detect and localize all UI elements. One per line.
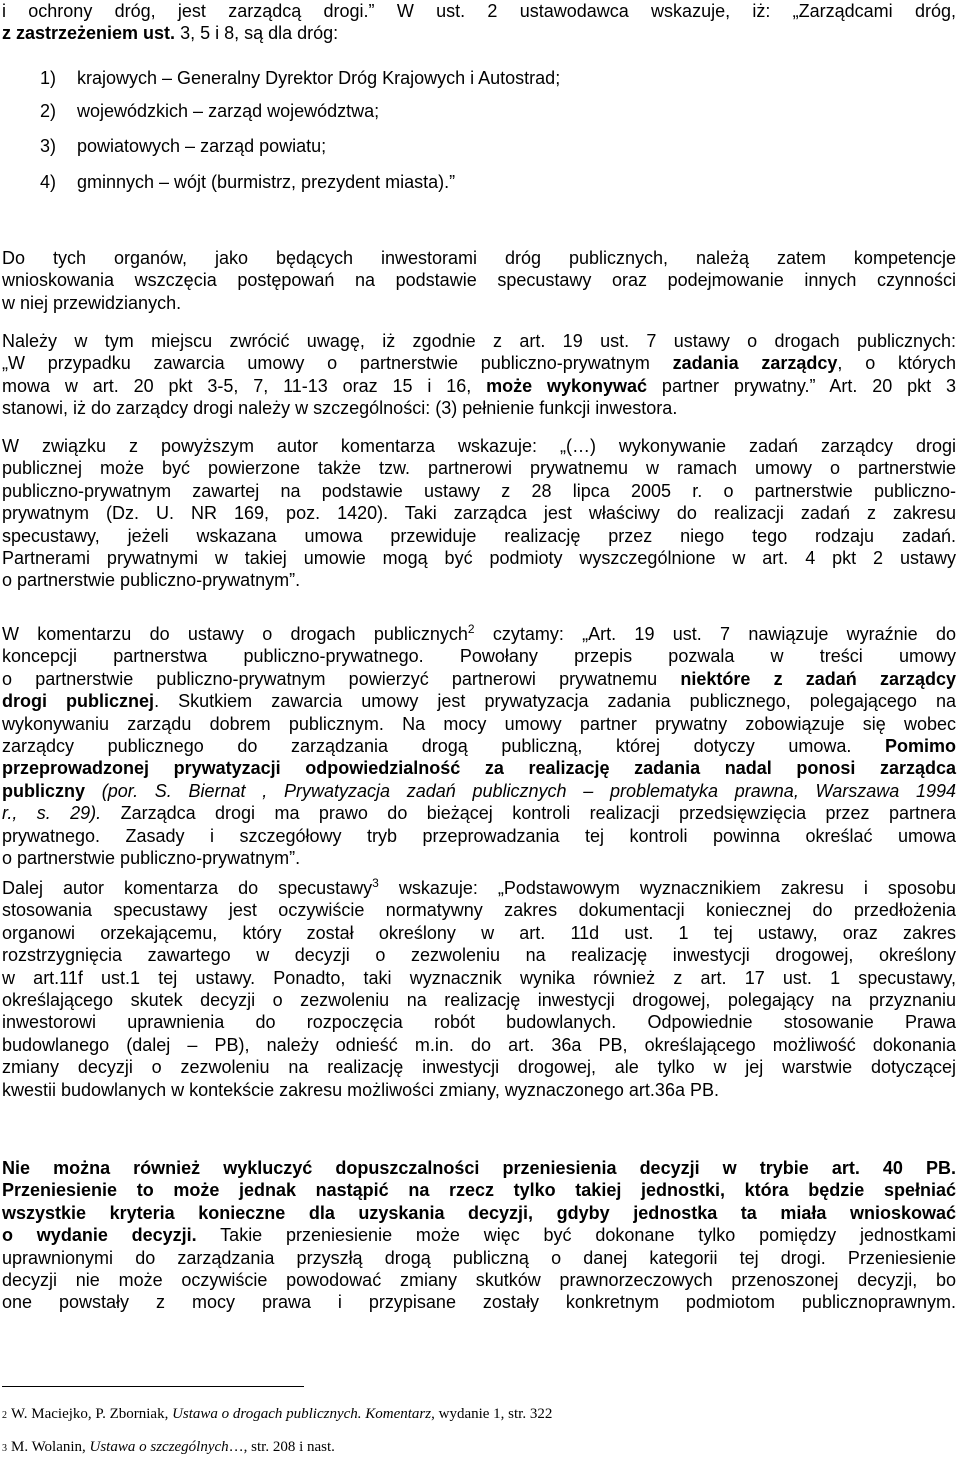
text-line: decyzji nie może oczywiście powodować zmiany skutków prawnorzeczowych przenoszonej decyzji, bo (2, 1270, 956, 1291)
text-line (2, 1157, 956, 1179)
text-line: zmiany decyzji o zezwoleniu na realizację inwestycji drogowej, ale tylko w jej warstwie dotyczącej (2, 1057, 956, 1078)
text-line: o partnerstwie publiczno-prywatnym”. (2, 848, 301, 869)
text-run: zarządcy publicznego do zarządzania drogą publiczną, której dotyczy umowa. (2, 736, 885, 757)
bold-text: niektóre z zadań zarządcy (680, 668, 956, 689)
text-line: prywatnego. Zasady i szczegółowy tryb przeprowadzania tej kontroli powinna określać umowa (2, 825, 956, 846)
bold-text: Nie można również wykluczyć dopuszczalności przeniesienia decyzji w trybie art. 40 PB. (2, 1158, 956, 1178)
footnote (2, 1405, 552, 1423)
bold-text: publiczny (2, 780, 86, 801)
footnote-text: M. Wolanin, (11, 1439, 90, 1455)
text-line (2, 352, 956, 374)
text-line: i ochrony dróg, jest zarządcą drogi.” W ust. 2 ustawodawca wskazuje, iż: „Zarządcami dróg, (2, 1, 956, 21)
text-line: kwestii budowlanych w kontekście zakresu możliwości zmiany, wyznaczonego art.36a PB. (2, 1079, 719, 1100)
footnote (2, 1438, 335, 1456)
text-line (2, 690, 956, 712)
footnote-number: 3 (2, 1443, 7, 1454)
text-run: wskazuje: „Podstawowym wyznacznikiem zakresu i sposobu (378, 878, 956, 898)
text-line: określającego skutek decyzji o zezwoleniu na realizację inwestycji drogowej, polegający na przyznaniu (2, 990, 956, 1011)
text-run: „W przypadku zawarcia umowy o partnerstwie publiczno-prywatnym (2, 353, 673, 374)
bold-text: Przeniesienie to może jednak nastąpić na rzecz tylko takiej jednostki, która będzie spełniać (2, 1180, 956, 1201)
text-run: o partnerstwie publiczno-prywatnym powierzyć partnerowi prywatnemu (2, 668, 681, 689)
text-line (2, 802, 956, 824)
bold-text: drogi publicznej (2, 691, 155, 712)
text-line: koncepcji partnerstwa publiczno-prywatnego. Powołany przepis pozwala w treści umowy (2, 646, 956, 667)
text-line (2, 757, 956, 779)
text-line: inwestorowi uprawnienia do rozpoczęcia robót budowlanych. Odpowiednie stosowanie Prawa (2, 1012, 956, 1033)
text-line: W związku z powyższym autor komentarza wskazuje: „(…) wykonywanie zadań zarządcy drogi (2, 436, 956, 456)
footnote-separator (2, 1386, 304, 1387)
footnote-ref: 3 (372, 876, 379, 890)
italic-citation: (por. S. Biernat , Prywatyzacja zadań publicznych – problematyka prawna, Warszawa 1994 (85, 780, 956, 801)
paragraph-continuation (2, 0, 956, 45)
text-line: Partnerami prywatnymi w takiej umowie mogą być podmioty wyszczególnione w art. 4 pkt 2 ustawy (2, 548, 956, 569)
text-run: Takie przeniesienie może więc być dokonane tylko pomiędzy jednostkami (196, 1225, 956, 1246)
list-item (40, 171, 455, 193)
bold-text: Pomimo (884, 736, 956, 757)
text-line (2, 1202, 956, 1224)
text-line: publiczno-prywatnym zawartej na podstawie ustawy z 28 lipca 2005 r. o partnerstwie publiczno- (2, 480, 956, 501)
text-run: 3, 5 i 8, są dla dróg: (175, 23, 339, 44)
list-item (40, 135, 326, 157)
footnote-ref: 2 (467, 622, 475, 636)
paragraph (2, 435, 956, 592)
bold-text: wszystkie kryteria konieczne dla uzyskania decyzji, gdyby jednostka ta miała wnioskować (2, 1202, 956, 1223)
footnote-title: Ustawa o szczególnych (89, 1439, 229, 1455)
paragraph (2, 877, 956, 1101)
list-number: 1) (40, 68, 57, 88)
text-line: one powstały z mocy prawa i przypisane zostały konkretnym podmiotom publicznoprawnym. (2, 1292, 956, 1313)
paragraph (2, 1157, 956, 1314)
text-line (2, 735, 956, 757)
text-line: wnioskowania wszczęcia postępowań na podstawie specustawy oraz podejmowanie innych czynności (2, 270, 956, 291)
text-line: Do tych organów, jako będących inwestorami dróg publicznych, należą zatem kompetencje (2, 248, 956, 268)
text-line (2, 780, 956, 802)
text-run: mowa w art. 20 pkt 3-5, 7, 11-13 oraz 15 i 16, (2, 375, 487, 396)
list-text: krajowych – Generalny Dyrektor Dróg Krajowych i Autostrad; (77, 68, 561, 88)
text-line (2, 22, 956, 44)
text-run: Zarządca drogi ma prawo do bieżącej kontroli realizacji przedsięwzięcia przez partnera (101, 803, 956, 824)
paragraph (2, 330, 956, 420)
footnote-title: Ustawa o drogach publicznych. Komentarz (172, 1406, 432, 1422)
list-text: gminnych – wójt (burmistrz, prezydent miasta).” (77, 172, 456, 192)
paragraph (2, 247, 956, 314)
list-number: 3) (40, 136, 57, 156)
text-line: budowlanego (dalej – PB), należy odnieść m.in. do art. 36a PB, określającego możliwość dokonania (2, 1034, 956, 1055)
text-run: , o których (837, 353, 956, 374)
footnote-text: …, str. 208 i nast. (228, 1439, 335, 1455)
text-line (2, 1224, 956, 1246)
text-line: rozstrzygnięcia zawartego w decyzji o zezwoleniu na realizację inwestycji drogowej, określony (2, 945, 956, 966)
text-line: Należy w tym miejscu zwrócić uwagę, iż zgodnie z art. 19 ust. 7 ustawy o drogach publicznych: (2, 331, 956, 351)
bold-text: zadania zarządcy (672, 353, 838, 374)
text-line: publicznej może być powierzone także tzw. partnerowi prywatnemu w ramach umowy o partnerstwie (2, 458, 956, 479)
bold-text: przeprowadzonej prywatyzacji odpowiedzialność za realizację zadania nadal ponosi zarządca (2, 758, 956, 779)
text-line (2, 375, 956, 397)
text-run: Dalej autor komentarza do specustawy (2, 878, 373, 898)
text-line: o partnerstwie publiczno-prywatnym”. (2, 570, 301, 591)
text-line (2, 668, 956, 690)
paragraph (2, 623, 956, 869)
list-item (40, 100, 379, 122)
footnote-text: , wydanie 1, str. 322 (431, 1406, 553, 1422)
list-number: 4) (40, 172, 57, 192)
list-item (40, 67, 560, 89)
italic-citation: r., s. 29). (2, 803, 102, 824)
text-line: wykonywaniu zarządu dobrem publicznym. Na mocy umowy partner prywatny zobowiązuje się wobec (2, 713, 956, 734)
bold-text: z zastrzeżeniem ust. (2, 23, 176, 44)
bold-text: może wykonywać (486, 375, 648, 396)
text-line (2, 623, 956, 645)
text-line (2, 1179, 956, 1201)
bold-text: o wydanie decyzji. (2, 1225, 197, 1246)
text-line: w niej przewidzianych. (2, 292, 182, 313)
text-line: organowi orzekającemu, który został określony w art. 11d ust. 1 tej ustawy, oraz zakres (2, 922, 956, 943)
text-run: W komentarzu do ustawy o drogach publicznych (2, 624, 468, 644)
text-line: stanowi, iż do zarządcy drogi należy w szczególności: (3) pełnienie funkcji inwestora. (2, 398, 678, 419)
text-line: uprawnionymi do zarządzania przyszłą drogą publiczną o danej kategorii tej drogi. Przeniesienie (2, 1247, 956, 1268)
text-run: czytamy: „Art. 19 ust. 7 nawiązuje wyraźnie do (474, 624, 956, 644)
text-line: specustawy, jeżeli wskazana umowa przewiduje realizację przez niego tego rodzaju zadań. (2, 525, 956, 546)
text-line: w art.11f ust.1 tej ustawy. Ponadto, taki wyznacznik wynika również z art. 17 ust. 1 specustawy, (2, 967, 956, 988)
footnote-text: W. Maciejko, P. Zborniak, (11, 1406, 173, 1422)
text-run: . Skutkiem zawarcia umowy jest prywatyzacja zadania publicznego, polegającego na (154, 691, 956, 712)
text-run: partner prywatny.” Art. 20 pkt 3 (647, 375, 957, 396)
footnote-number: 2 (2, 1410, 7, 1421)
text-line: prywatnym (Dz. U. NR 169, poz. 1420). Taki zarządca jest właściwy do realizacji zadań z zakresu (2, 503, 956, 524)
list-text: powiatowych – zarząd powiatu; (77, 136, 327, 156)
text-line (2, 877, 956, 899)
list-number: 2) (40, 101, 57, 121)
list-text: wojewódzkich – zarząd województwa; (77, 101, 380, 121)
text-line: stosowania specustawy jest oczywiście normatywny zakres dokumentacji koniecznej do przedłożenia (2, 900, 956, 921)
